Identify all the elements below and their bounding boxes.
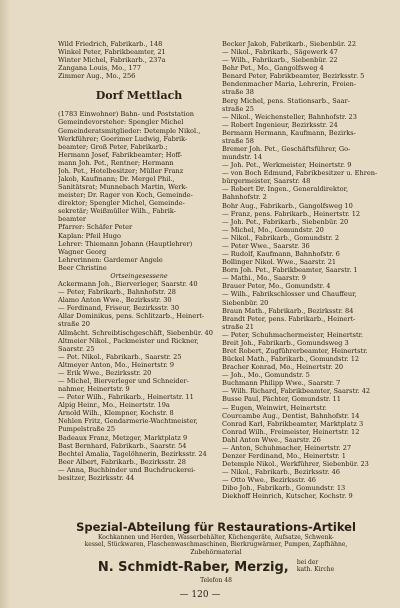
entry: Courcambe Aug., Dentist, Bahnhofstr. 14 — [222, 411, 360, 420]
entry: Saarstr. 25 — [58, 344, 95, 353]
entry: Benard Peter, Fabrikbeamter, Bezirksstr. 5 — [222, 72, 365, 81]
entry: Berg Michel, pens. Stationsarb., Saar- — [222, 96, 350, 105]
town-info-line: (1783 Einwohner) Bahn- und Poststation — [58, 110, 194, 119]
left-column — [58, 40, 220, 482]
entry: — Robert Ingenieur, Bezirksstr. 24 — [222, 120, 338, 129]
entry: straße 58 — [222, 136, 254, 145]
entry: Bracher Konrad, Mo., Heinertstr. 20 — [222, 363, 344, 372]
entry: Conrad Wilh., Freimeister, Heinertstr. 12 — [222, 427, 360, 436]
entry: — Nikol., Weichensteller, Bahnhofstr. 23 — [222, 112, 357, 121]
entry: Zimmer Aug., Mo., 256 — [58, 72, 136, 81]
entry: Bechtel Amalia, Tagelöhnerin, Bezirksstr. 24 — [58, 449, 207, 458]
entry: mundstr. 14 — [222, 153, 263, 162]
entry: — Peter Wwe., Saarstr. 36 — [222, 241, 310, 250]
ad-location-line: kath. Kirche — [296, 565, 335, 573]
entry: Winkel Peter, Fabrikbeamter, 21 — [58, 48, 166, 57]
entry: Bahnhofstr. 2 — [222, 193, 267, 202]
town-info-line: beamter; Groß Peter, Fabrikarb.; — [58, 142, 168, 151]
entry: Altmeier Nikol., Packmeister und Rickner, — [58, 336, 199, 345]
entry: — Wilh. Richard, Fabrikbeamter, Saarstr. 42 — [222, 387, 371, 396]
advertisement — [44, 520, 388, 584]
entry: — Joh. Pet., Fabrikarb., Siebenbür. 20 — [222, 217, 349, 226]
entry: Detemple Nikol., Werkführer, Siebenbür. 23 — [222, 460, 369, 469]
entry: Zangana Louis, Mo., 177 — [58, 64, 141, 73]
entry: bürgermeister, Saarstr. 48 — [222, 177, 311, 186]
town-info-line: Joh. Pet., Hotelbesitzer; Müller Franz — [58, 166, 184, 175]
entry: — Peter, Fabrikarb., Bahnhofstr. 28 — [58, 288, 176, 297]
town-info-line: Gemeinderatsmitglieder: Detemple Nikol., — [58, 126, 201, 135]
page-edge — [0, 0, 10, 608]
entry: Bast Bernhard, Fabrikarb., Saarstr. 54 — [58, 441, 187, 450]
entry: — von Boch Edmund, Fabrikbesitzer u. Ehren- — [222, 169, 378, 178]
entry: nahmer, Heinertstr. 9 — [58, 385, 130, 394]
entry: — Mathi., Mo., Saarstr. 9 — [222, 274, 306, 283]
ad-body-line: Zubehörmaterial — [190, 548, 242, 556]
entry: Winter Michel, Fabrikarb., 237a — [58, 56, 166, 65]
entry: — Peter Wilh., Fabrikarb., Heinertstr. 11 — [58, 393, 194, 402]
town-info-line: sekretär; Weißmüller Wilh., Fabrik- — [58, 207, 176, 216]
entry: — Robert Dr. Ingen., Generaldirektor, — [222, 185, 349, 194]
town-info-line: Werkführer; Goerimer Ludwig, Fabrik- — [58, 134, 188, 143]
town-info-line: Hermann Josef, Fabrikbeamter; Hoff- — [58, 150, 183, 159]
entry: Bret Robert, Zugführerbeamter, Heinertstr. — [222, 346, 368, 355]
page-number: — 120 — — [179, 590, 221, 600]
ad-body-line: Kochkannen und Herden, Wasserbehälter, Küchengeräte, Aufsatze, Schwenk- — [97, 534, 335, 541]
entry: — Otto Wwe., Bezirksstr. 46 — [222, 476, 316, 485]
entry: Bermann Hermann, Kaufmann, Bezirks- — [222, 128, 356, 137]
town-info-line: mann Joh. Pet., Rentner; Hermann — [58, 158, 174, 167]
town-info-line: Jakob, Kaufmann; Dr. Mergel Phil., — [58, 175, 175, 184]
town-heading: Dorf Mettlach — [95, 89, 183, 103]
entry: Braun Math., Fabrikarb., Bezirksstr. 84 — [222, 306, 354, 315]
town-info-line: Lehrerinnen: Gardemer Angele — [58, 255, 163, 264]
entry: Ackermann Joh., Bierverleger, Saarstr. 40 — [58, 280, 198, 289]
town-info-line: beamter — [58, 215, 87, 224]
entry: Breit Joh., Fabrikarb., Gomundsweg 3 — [222, 338, 349, 347]
entry: Altmeyer Anton, Mo., Heinertstr. 9 — [58, 360, 175, 369]
entry: — Erik Wwe., Bezirksstr. 20 — [58, 368, 152, 377]
ad-company-name: N. Schmidt-Raber, Merzig, — [97, 560, 289, 576]
entry: Siebenbür. 20 — [222, 298, 269, 307]
entry: Denzer Ferdinand, Mo., Heinertstr. 1 — [222, 451, 346, 460]
entry: — Joh., Mo., Gomundstr. 5 — [222, 371, 310, 380]
entry: — Michel, Mo., Gomundstr. 20 — [222, 225, 324, 234]
ad-body-line: kessel, Stückwaren, Flaschenwaschmaschinen, Bierkrugwärmer, Pumpen, Zapfhähne, — [84, 541, 348, 549]
ad-telephone: Telefon 48 — [200, 577, 232, 585]
entry: — Anna, Buchbinder und Buchdruckerei- — [58, 465, 196, 474]
entry: — Nikol., Fabrikarb., Sägewerk 47 — [222, 48, 338, 57]
entry: Pumpelstraße 25 — [58, 425, 116, 434]
entry: straße 25 — [222, 104, 254, 113]
entry: Dibo Joh., Fabrikarb., Gomundstr. 13 — [222, 484, 346, 493]
entry: besitzer, Bezirksstr. 44 — [58, 473, 135, 482]
town-info-line: direktor; Spengler Michel, Gemeinde- — [58, 199, 185, 208]
entry: — Eugen, Weinwirt, Heinertstr. — [222, 403, 327, 412]
entry: — Wilh., Fabrikarb., Siebenbür. 22 — [222, 56, 338, 65]
town-info-line: Beer Christine — [58, 263, 107, 272]
entry: Diekhoff Heinrich, Kutscher, Kochstr. 9 — [222, 492, 353, 501]
entry: straße 20 — [58, 320, 90, 329]
entry: Born Joh. Pet., Fabrikbeamter, Saarstr. 1 — [222, 266, 358, 275]
entry: — Pet. Nikol., Fabrikarb., Saarstr. 25 — [58, 352, 182, 361]
town-info-line: Gemeindevorsteher: Spengler Michel — [58, 118, 184, 127]
entry: — Nikol., Fabrikarb., Bezirksstr. 46 — [222, 468, 340, 477]
entry: Buchmann Philipp Wwe., Saarstr. 7 — [222, 379, 341, 388]
ad-name-row — [44, 556, 388, 577]
entry: Beer Albert, Fabrikarb., Bezirksstr. 28 — [58, 457, 186, 466]
entry: Bendenmacher Maria, Lehrerin, Freien- — [222, 80, 357, 89]
entry: Nehlen Fritz, Gendarmerie-Wachtmeister, — [58, 417, 198, 426]
entry: Allmächt. Schreibtischgeschäft, Siebenbür. 40 — [58, 328, 213, 337]
entry: — Wilh., Fabrikschlosser und Chauffeur, — [222, 290, 357, 299]
entry: — Ferdinand, Friseur, Bezirksstr. 30 — [58, 304, 180, 313]
town-info-line: meister; Dr. Rager von Koch, Gemeinde- — [58, 191, 193, 200]
entry — [222, 500, 384, 508]
entry: Allar Dominikus, pens. Schlitzarb., Heinert- — [58, 312, 205, 321]
entry: — Michel, Bierverleger und Schneider- — [58, 376, 189, 385]
entry: — Franz, pens. Fabrikarb., Heinertstr. 12 — [222, 209, 361, 218]
entry: Bohr Aug., Fabrikarb., Gangolfsweg 10 — [222, 201, 353, 210]
entry: Becker Jakob, Fabrikarb., Siebenbür. 22 — [222, 40, 357, 48]
town-info-line: Sanitätsrat; Munnebach Martin, Werk- — [58, 183, 188, 192]
entry: Behr Pet., Mo., Gangolfsweg 4 — [222, 64, 324, 73]
entry: Bremer Joh. Pet., Geschäftsführer, Go- — [222, 145, 351, 154]
ad-location — [297, 560, 334, 573]
town-info-line: Kaplan: Pfeil Hugo — [58, 231, 121, 240]
entry: Badeaux Franz, Metzger, Marktplatz 9 — [58, 433, 188, 442]
town-info-line: Wagner Georg — [58, 247, 107, 256]
entry: Alamo Anton Wwe., Bezirksstr. 30 — [58, 296, 172, 305]
entry: Busse Paul, Pächter, Gomundstr. 11 — [222, 395, 341, 404]
entry: Brandt Peter, pens. Fabrikarb., Heinert- — [222, 314, 356, 323]
entry: — Rudolf, Kaufmann, Bahnhofstr. 6 — [222, 250, 340, 259]
entry: Wild Friedrich, Fabrikarb., 148 — [58, 40, 163, 48]
entry: — Nikol., Fabrikarb., Gomundstr. 2 — [222, 233, 340, 242]
entry: straße 38 — [222, 88, 254, 97]
town-info-line: Pfarrer: Schäfer Peter — [58, 223, 133, 232]
ad-location-line: bei der — [296, 559, 319, 567]
town-info-line: Lehrer: Thiemann Johann (Hauptlehrer) — [58, 239, 193, 248]
entry: Bückel Math., Fabrikarb., Gomundstr. 12 — [222, 355, 360, 364]
entry: Arnold Wilh., Klempner, Kochstr. 8 — [58, 409, 174, 418]
entry: Brauer Peter, Mo., Gomundstr. 4 — [222, 282, 331, 291]
entry: straße 21 — [222, 322, 254, 331]
entry: Bollinger Nikol. Wwe., Saarstr. 21 — [222, 258, 337, 267]
entry: — Anton, Schuhmacher, Heinertstr. 27 — [222, 443, 352, 452]
entry: Alpig Heinr., Mo., Heinertstr. 19a — [58, 401, 170, 410]
entry: Conrad Karl, Fabrikbeamter, Marktplatz 3 — [222, 419, 364, 428]
right-column — [222, 40, 384, 509]
ad-title: Spezial-Abteilung für Restaurations-Artikel — [76, 520, 356, 534]
section-heading: Ortseingesessene — [110, 271, 168, 280]
entry: — Joh. Pet., Werkmeister, Heinertstr. 9 — [222, 161, 352, 170]
entry: — Peter, Schuhmachermeister, Heinertstr. — [222, 330, 364, 339]
entry: Dahl Anton Wwe., Saarstr. 26 — [222, 435, 321, 444]
